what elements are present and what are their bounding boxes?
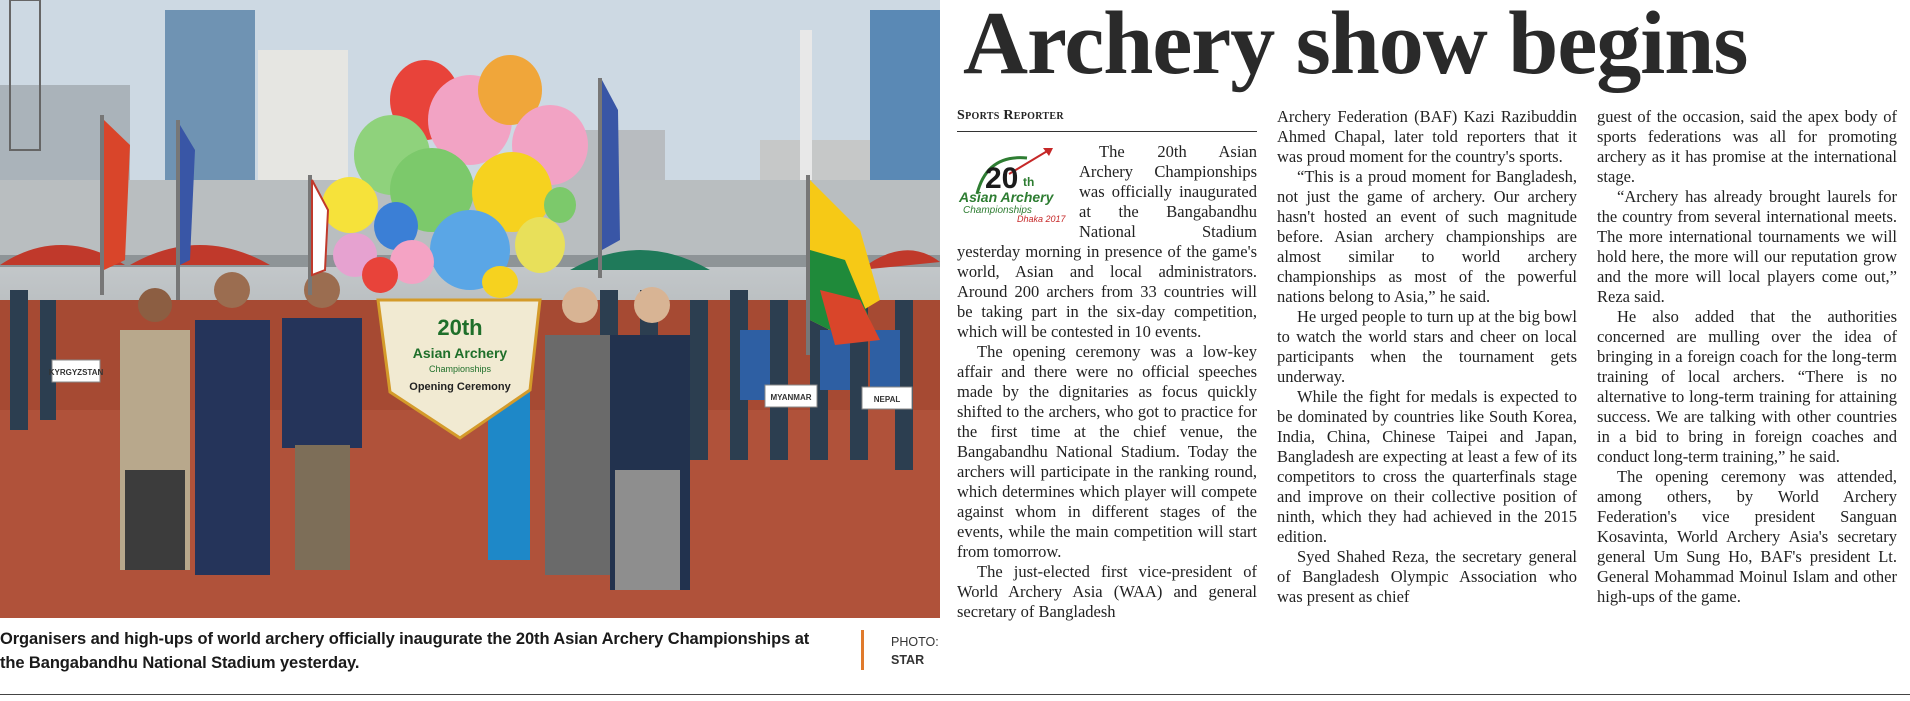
photo-credit-label: PHOTO: — [891, 635, 939, 649]
logo-suffix: th — [1023, 175, 1035, 189]
article-column-1 — [957, 107, 1257, 622]
logo-line-3: Dhaka 2017 — [1017, 214, 1066, 224]
article-paragraph: The opening ceremony was attended, among others, by World Archery Federation's vice president Sanguan Kosavinta, World Archery Asia's secretary general Um Sung Ho, BAF's president Lt. General Mohammad Moinul Islam and other high-ups of the game. — [1597, 467, 1897, 606]
article-paragraph: “This is a proud moment for Bangladesh, not just the game of archery. Our archery hasn't hosted an event of such magnitude before. Asian archery championships are almost similar to world archery championships as most of the powerful nations belong to Asia,” he said. — [1277, 167, 1577, 306]
photo-credit-name: STAR — [891, 653, 925, 667]
photo-scene — [0, 0, 940, 618]
banner-label: Opening Ceremony — [409, 381, 511, 393]
banner-subtitle: Championships — [428, 364, 492, 374]
banner-number: 20th — [437, 315, 483, 340]
article-paragraph: Syed Shahed Reza, the secretary general of Bangladesh Olympic Association who was present as chief — [1277, 547, 1577, 606]
article-column-3 — [1597, 107, 1897, 607]
article-column-2 — [1277, 107, 1577, 607]
logo-line-1: Asian Archery — [959, 189, 1054, 205]
championship-logo — [957, 144, 1069, 224]
article-paragraph: The 20th Asian Archery Championships was officially inaugurated at the Bangabandhu National Stadium yesterday morning in presence of the game's world, Asian and local administrators. Around 200 archers from 33 countries will be taking part in the six-day competition, which will be contested in 10 events. — [957, 142, 1257, 341]
article-paragraph: “Archery has already brought laurels for the country from several international meets. The more international tournaments we will hold here, the more will our reputation grow and the more will local players come out,” Reza said. — [1597, 187, 1897, 306]
banner-title: Asian Archery — [412, 345, 508, 361]
page-bottom-rule — [0, 694, 1910, 695]
article-paragraph: The just-elected first vice-president of World Archery Asia (WAA) and general secretary of Bangladesh — [957, 562, 1257, 621]
article-paragraph: He also added that the authorities concerned are mulling over the idea of bringing in a foreign coach for the long-term training of local archers. “There is no alternative to long-term training for attaining success. We are talking with other countries in a bid to bring in foreign coaches and conduct long-term training,” he said. — [1597, 307, 1897, 466]
photo-caption: Organisers and high-ups of world archery officially inaugurate the 20th Asian Archery Championships at the Bangabandhu National Stadium yesterday. — [0, 630, 810, 672]
article-paragraph: guest of the occasion, said the apex body of sports federations was all for promoting archery as it has promise at the international stage. — [1597, 107, 1897, 186]
article-byline: Sports Reporter — [957, 107, 1257, 132]
news-photo — [0, 0, 940, 618]
photo-credit — [891, 633, 939, 669]
sign-nepal: NEPAL — [873, 395, 901, 404]
article-headline: Archery show begins — [963, 0, 1748, 93]
article-paragraph: The opening ceremony was a low-key affair and there were no official speeches made by the dignitaries as focus quickly shifted to the archers, who got to practice for the first time at the chief venue, the Bangabandhu National Stadium. Today the archers will participate in the ranking round, which determines which player will compete against whom in different stages of the events, while the main competition will start from tomorrow. — [957, 342, 1257, 561]
logo-number: 20 — [985, 162, 1019, 195]
logo-line-2: Championships — [963, 205, 1032, 216]
sign-myanmar: MYANMAR — [770, 393, 812, 402]
article-paragraph: Archery Federation (BAF) Kazi Razibuddin Ahmed Chapal, later told reporters that it was proud moment for the country's sports. — [1277, 107, 1577, 166]
article-paragraph: He urged people to turn up at the big bowl to watch the world stars and cheer on local participants when the tournament gets underway. — [1277, 307, 1577, 386]
caption-divider — [861, 630, 864, 670]
sign-kyrgyzstan: KYRGYZSTAN — [48, 368, 104, 377]
article-paragraph: While the fight for medals is expected to be dominated by countries like South Korea, India, China, Chinese Taipei and Japan, Bangladesh are expecting at least a few of its competitors to cross the quarterfinals stage and improve on their collective position of ninth, which they had achieved in the 2015 edition. — [1277, 387, 1577, 546]
